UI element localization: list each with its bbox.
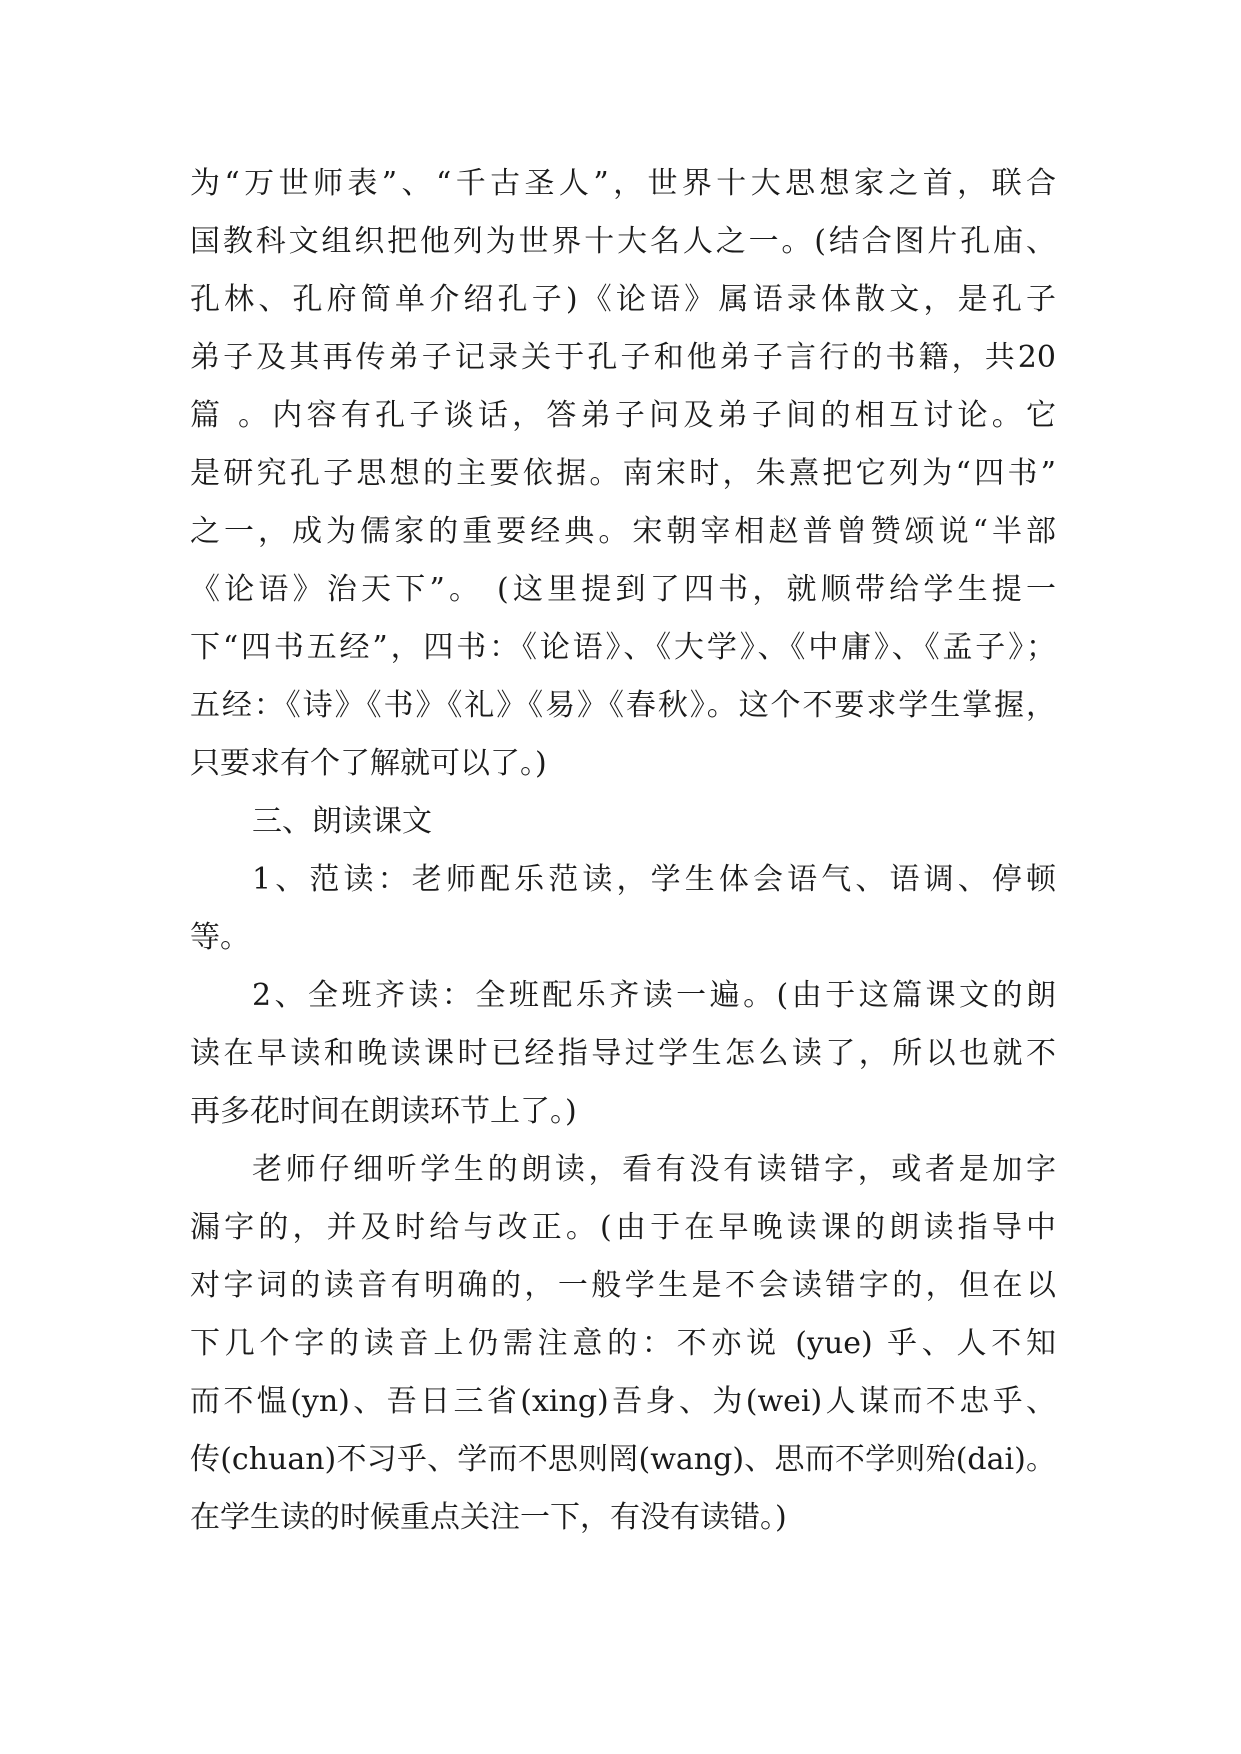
text-line: 漏字的，并及时给与改正。(由于在早晚读课的朗读指导中 [190,1210,1056,1245]
text-line: 《论语》治天下”。 (这里提到了四书，就顺带给学生提一 [190,572,1056,607]
text-line: 篇 。内容有孔子谈话，答弟子问及弟子间的相互讨论。它 [190,398,1056,433]
text-line: 之一，成为儒家的重要经典。宋朝宰相赵普曾赞颂说“半部 [190,514,1056,549]
text-line: 下几个字的读音上仍需注意的：不亦说 (yue) 乎、人不知 [190,1326,1056,1361]
text-line: 等。 [190,920,250,955]
text-line: 五经：《诗》《书》《礼》《易》《春秋》。这个不要求学生掌握， [190,688,1056,723]
text-line: 三、朗读课文 [252,804,432,839]
text-line: 再多花时间在朗读环节上了。) [190,1094,577,1129]
text-line: 读在早读和晚读课时已经指导过学生怎么读了，所以也就不 [190,1036,1056,1071]
text-line: 在学生读的时候重点关注一下，有没有读错。) [190,1500,787,1535]
text-line: 而不愠(yn)、吾日三省(xing)吾身、为(wei)人谋而不忠乎、 [190,1384,1056,1419]
text-line: 弟子及其再传弟子记录关于孔子和他弟子言行的书籍，共20 [190,340,1056,375]
document-body [190,155,1056,1547]
text-line: 传(chuan)不习乎、学而不思则罔(wang)、思而不学则殆(dai)。 [190,1442,1056,1477]
text-line: 只要求有个了解就可以了。) [190,746,547,781]
text-line: 对字词的读音有明确的，一般学生是不会读错字的，但在以 [190,1268,1056,1303]
text-line: 1、范读：老师配乐范读，学生体会语气、语调、停顿 [252,862,1056,897]
text-line: 国教科文组织把他列为世界十大名人之一。(结合图片孔庙、 [190,224,1056,259]
text-line: 下“四书五经”，四书：《论语》、《大学》、《中庸》、《孟子》； [190,630,1056,665]
text-line: 为“万世师表”、“千古圣人”，世界十大思想家之首，联合 [190,166,1056,201]
text-line: 是研究孔子思想的主要依据。南宋时，朱熹把它列为“四书” [190,456,1056,491]
text-line: 老师仔细听学生的朗读，看有没有读错字，或者是加字 [252,1152,1056,1187]
text-line: 2、全班齐读：全班配乐齐读一遍。(由于这篇课文的朗 [252,978,1056,1013]
text-line: 孔林、孔府简单介绍孔子)《论语》属语录体散文，是孔子 [190,282,1056,317]
